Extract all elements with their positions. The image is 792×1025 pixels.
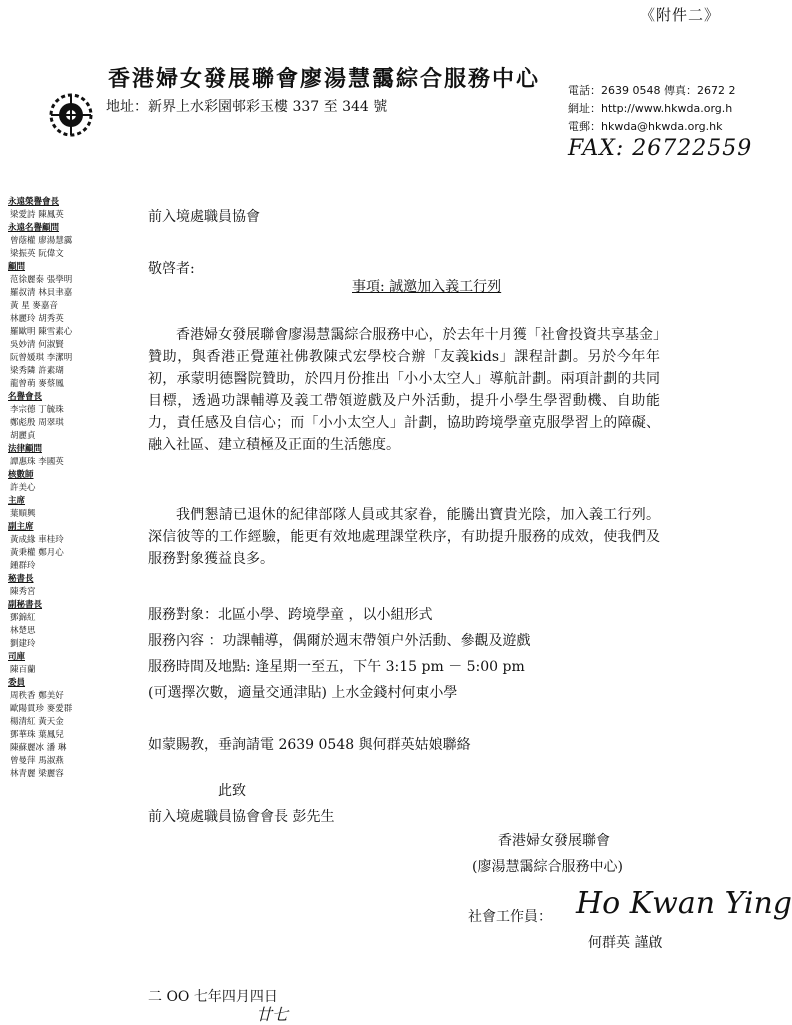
sidebar-member-names: 歐陽貫珍 麥愛群 (10, 704, 73, 714)
enquiry-line: 如蒙賜教，垂詢請電 2639 0548 與何群英姑娘聯絡 (148, 737, 471, 753)
sidebar-member-names: 陳百蘭 (10, 665, 36, 675)
signer-name: 何群英 謹啟 (588, 935, 663, 951)
sidebar-heading: 副主席 (8, 522, 34, 532)
sidebar-member-names: 黃成緣 車桂玲 (10, 535, 64, 545)
website-line: 網址：http://www.hkwda.org.h (568, 102, 733, 115)
sidebar-member-names: 范徐麗泰 張學明 (10, 275, 73, 285)
signature-title: 社會工作員： (468, 909, 552, 925)
sidebar-member-names: 梁愛詩 陳鳳英 (10, 210, 64, 220)
sidebar-heading: 司庫 (8, 652, 26, 662)
organization-logo (48, 92, 94, 138)
sidebar-member-names: 曾蔭權 廖湯慧靄 (10, 236, 73, 246)
sidebar-member-names: 黃 星 麥嘉音 (10, 301, 58, 311)
service-content: 服務內容 ：功課輔導，偶爾於週末帶領户外活動、參觀及遊戲 (148, 633, 531, 649)
handwritten-date-note: 廿七 (256, 1005, 289, 1024)
sidebar-member-names: 周秩香 鄭美好 (10, 691, 64, 701)
sidebar-member-names: 林楚思 (10, 626, 36, 636)
organization-address: 地址：新界上水彩園邨彩玉樓 337 至 344 號 (106, 99, 388, 115)
sidebar-member-names: 阮曾媛琪 李潔明 (10, 353, 73, 363)
sidebar-member-names: 鄭彪殷 周翠琪 (10, 418, 64, 428)
handwritten-signature: Ho Kwan Ying (576, 886, 792, 921)
sidebar-member-names: 李宗德 丁毓珠 (10, 405, 64, 415)
letter-salutation: 敬啓者: (148, 261, 195, 277)
letter-date: 二 OO 七年四月四日 (148, 989, 278, 1005)
sidebar-member-names: 胡麗貞 (10, 431, 36, 441)
letter-paragraph-1: 香港婦女發展聯會廖湯慧靄綜合服務中心，於去年十月獲「社會投資共享基金」贊助，與香港正覺蓮社佛教陳式宏學校合辦「友義kids」課程計劃。另於今年年初，承蒙明德醫院贊助，於四月份推出「小小太空人」導航計劃。兩項計劃的共同目標，透過功課輔導及義工帶領遊戲及户外活動，提升小學生學習動機、自助能力，責任感及自信心；而「小小太空人」計劃，協助跨境學童克服學習上的障礙、融入社區、建立積極及正面的生活態度。 (148, 327, 660, 453)
sidebar-member-names: 羅叔清 林貝聿嘉 (10, 288, 73, 298)
committee-sidebar (8, 196, 120, 781)
sidebar-member-names: 林青麗 梁麗容 (10, 769, 64, 779)
sidebar-heading: 法律顧問 (8, 444, 43, 454)
sidebar-member-names: 曾曼萍 馬淑燕 (10, 756, 64, 766)
sidebar-heading: 名譽會長 (8, 392, 43, 402)
addressee-line: 前入境處職員協會會長 彭先生 (148, 809, 335, 825)
organization-name: 香港婦女發展聯會廖湯慧靄綜合服務中心 (108, 66, 541, 92)
sidebar-heading: 永遠榮譽會長 (8, 197, 60, 207)
handwritten-fax-number: FAX: 26722559 (568, 136, 753, 161)
email-line: 電郵：hkwda@hkwda.org.hk (568, 120, 723, 133)
annex-label: 《附件二》 (640, 6, 721, 24)
sidebar-member-names: 葉順興 (10, 509, 36, 519)
sidebar-member-names: 龍曾萌 麥蔡鳳 (10, 379, 64, 389)
sidebar-heading: 秘書長 (8, 574, 34, 584)
signature-centre: (廖湯慧靄綜合服務中心) (472, 859, 623, 875)
sidebar-heading: 永遠名譽顧問 (8, 223, 60, 233)
sidebar-member-names: 黃秉權 鄭月心 (10, 548, 64, 558)
sidebar-member-names: 吳妙清 何淑賢 (10, 340, 64, 350)
sidebar-member-names: 梁秀隣 許素瑚 (10, 366, 64, 376)
sidebar-heading: 核數師 (8, 470, 34, 480)
service-time-location: 服務時間及地點: 逢星期一至五，下午 3:15 pm － 5:00 pm (148, 659, 525, 675)
sidebar-member-names: 陳蘇麗冰 潘 琳 (10, 743, 67, 753)
sidebar-member-names: 許美心 (10, 483, 36, 493)
sidebar-member-names: 譚惠珠 李國英 (10, 457, 64, 467)
sidebar-member-names: 梁振英 阮偉文 (10, 249, 64, 259)
service-target: 服務對象：北區小學、跨境學童 ，以小組形式 (148, 607, 433, 623)
phone-fax-line: 電話：2639 0548 傳真：2672 2 (568, 84, 736, 97)
sidebar-member-names: 陳秀宮 (10, 587, 36, 597)
sidebar-heading: 委員 (8, 678, 26, 688)
closing-phrase: 此致 (218, 783, 246, 799)
sidebar-member-names: 鄧華珠 葉鳳兒 (10, 730, 64, 740)
sidebar-member-names: 林麗玲 胡秀英 (10, 314, 64, 324)
sidebar-heading: 主席 (8, 496, 26, 506)
sidebar-member-names: 劉建玲 (10, 639, 36, 649)
letter-recipient: 前入境處職員協會 (148, 209, 260, 225)
service-note: (可選擇次數，適量交通津貼) 上水金錢村何東小學 (148, 685, 458, 701)
letter-paragraph-2: 我們懇請已退休的紀律部隊人員或其家眷，能騰出寶貴光陰，加入義工行列。深信彼等的工作經驗，能更有效地處理課堂秩序，有助提升服務的成效，使我們及服務對象獲益良多。 (148, 507, 660, 567)
letter-subject: 事項: 誠邀加入義工行列 (352, 279, 502, 295)
sidebar-member-names: 鍾群玲 (10, 561, 36, 571)
sidebar-heading: 副秘書長 (8, 600, 43, 610)
sidebar-member-names: 鄧錦紅 (10, 613, 36, 623)
sidebar-member-names: 楊清紅 黃天金 (10, 717, 64, 727)
sidebar-heading: 顧問 (8, 262, 26, 272)
signature-organization: 香港婦女發展聯會 (498, 833, 610, 849)
sidebar-member-names: 羅歐明 陳雪素心 (10, 327, 73, 337)
